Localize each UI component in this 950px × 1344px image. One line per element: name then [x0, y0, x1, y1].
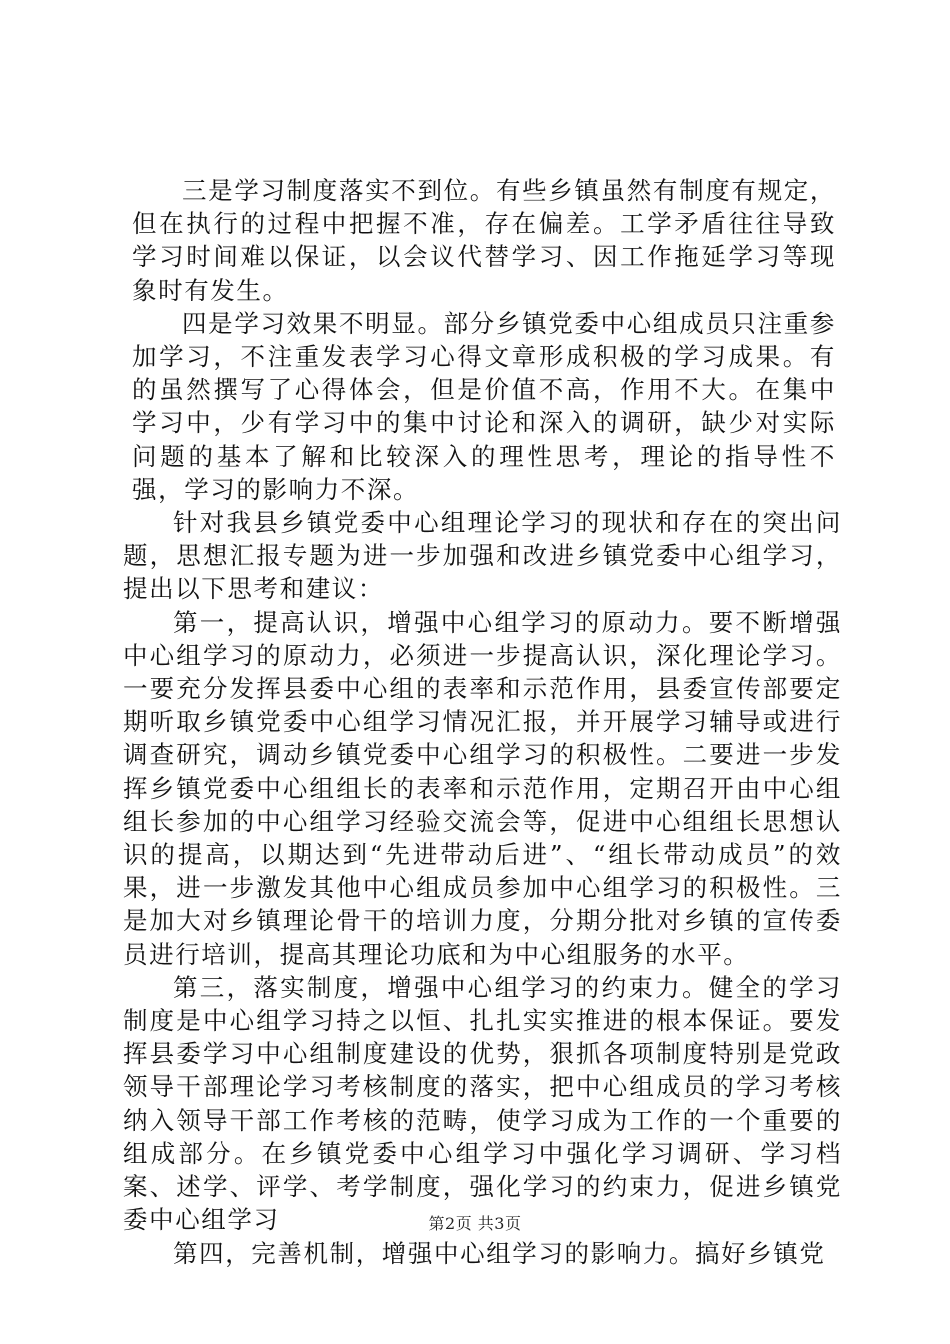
paragraph-first-suggestion: 第一，提高认识，增强中心组学习的原动力。要不断增强中心组学习的原动力，必须进一步提高认识，深化理论学习。一要充分发挥县委中心组的表率和示范作用，县委宣传部要定期听取乡镇党委中心组学习情况汇报，并开展学习辅导或进行调查研究，调动乡镇党委中心组学习的积极性。二要进一步发挥乡镇党委中心组组长的表率和示范作用，定期召开由中心组组长参加的中心组学习经验交流会等，促进中心组组长思想认识的提高，以期达到“先进带动后进”、“组长带动成员”的效果，进一步激发其他中心组成员参加中心组学习的积极性。三是加大对乡镇理论骨干的培训力度，分期分批对乡镇的宣传委员进行培训，提高其理论功底和为中心组服务的水平。	[123, 607, 842, 969]
paragraph-study-system: 三是学习制度落实不到位。有些乡镇虽然有制度有规定，但在执行的过程中把握不准，存在偏差。工学矛盾往往导致学习时间难以保证，以会议代替学习、因工作拖延学习等现象时有发生。	[132, 176, 836, 305]
body-text	[123, 174, 842, 1270]
paragraph-study-effect: 四是学习效果不明显。部分乡镇党委中心组成员只注重参加学习，不注重发表学习心得文章形成积极的学习成果。有的虽然撰写了心得体会，但是价值不高，作用不大。在集中学习中，少有学习中的集中讨论和深入的调研，缺少对实际问题的基本了解和比较深入的理性思考，理论的指导性不强，学习的影响力不深。	[132, 308, 836, 504]
paragraph-suggestions-intro: 针对我县乡镇党委中心组理论学习的现状和存在的突出问题，思想汇报专题为进一步加强和改进乡镇党委中心组学习，提出以下思考和建议：	[123, 508, 842, 604]
paragraph-third-suggestion: 第三，落实制度，增强中心组学习的约束力。健全的学习制度是中心组学习持之以恒、扎扎实实推进的根本保证。要发挥县委学习中心组制度建设的优势，狠抓各项制度特别是党政领导干部理论学习考核制度的落实，把中心组成员的学习考核纳入领导干部工作考核的范畴，使学习成为工作的一个重要的组成部分。在乡镇党委中心组学习中强化学习调研、学习档案、述学、评学、考学制度，强化学习的约束力，促进乡镇党委中心组学习	[123, 972, 842, 1235]
paragraph-fourth-suggestion: 第四，完善机制，增强中心组学习的影响力。搞好乡镇党	[173, 1238, 826, 1268]
page-number-footer: 第2页 共3页	[428, 1214, 522, 1233]
